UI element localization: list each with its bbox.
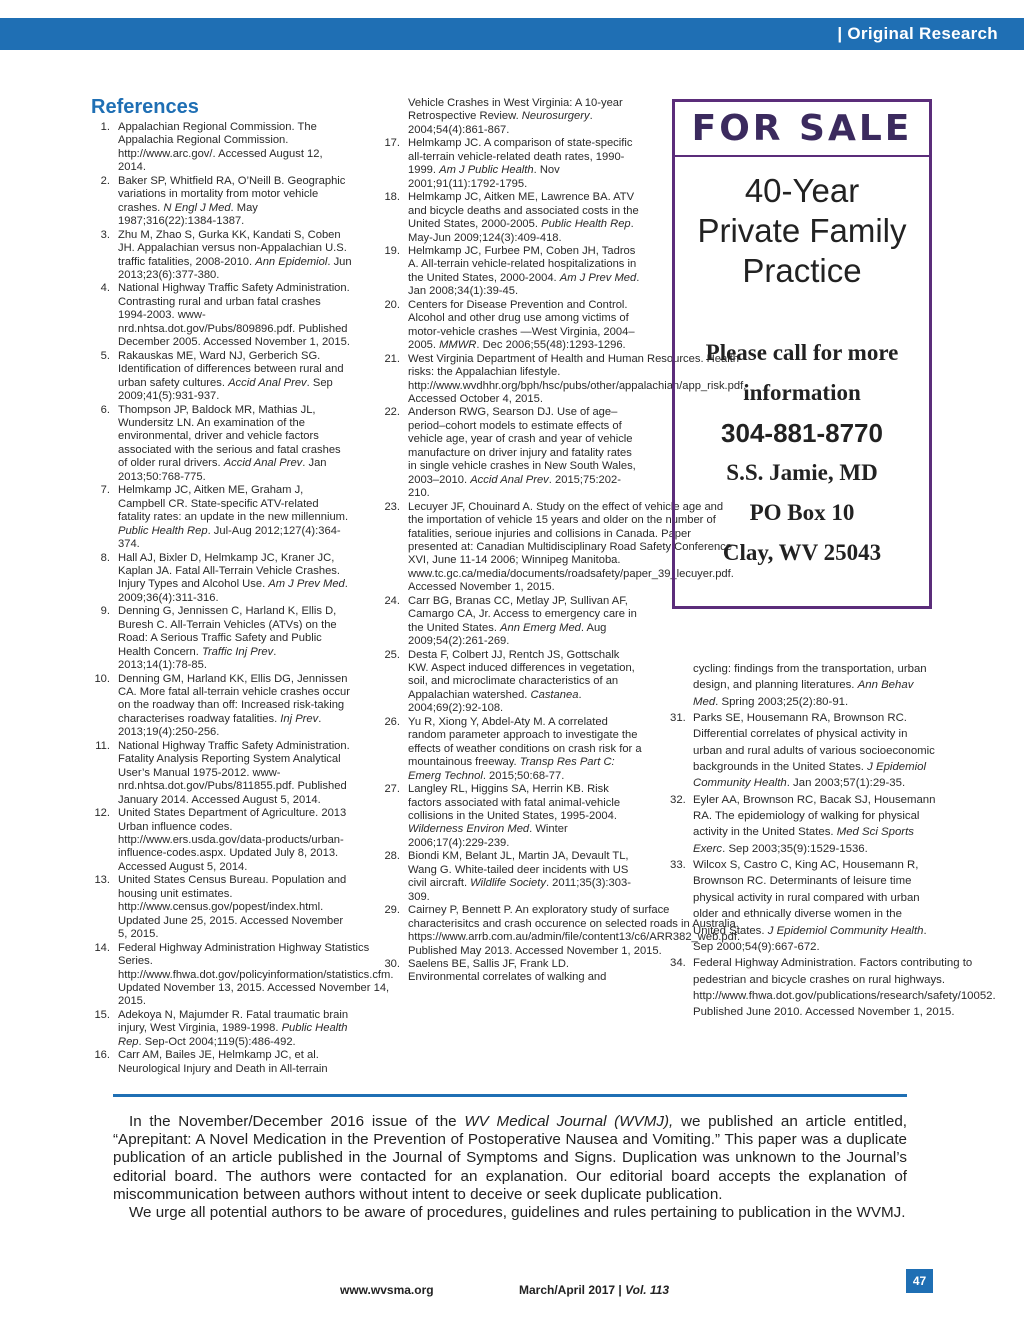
reference-item bbox=[88, 121, 352, 175]
reference-number: 29. bbox=[384, 904, 400, 917]
reference-text: Denning GM, Harland KK, Ellis DG, Jennissen CA. More fatal all-terrain vehicle crashes occur on the roadway than off: Increased risk-taking characterises roadway fatalities. Inj Prev. 2013;19(4):250-256. bbox=[118, 672, 350, 739]
reference-text: Centers for Disease Prevention and Control. Alcohol and other drug use among victims of motor-vehicle crashes —West Virginia, 2004–2005. MMWR. Dec 2006;55(48):1293-1296. bbox=[408, 298, 635, 352]
reference-number: 26. bbox=[384, 715, 400, 728]
reference-item bbox=[88, 1049, 352, 1076]
page-number: 47 bbox=[906, 1269, 933, 1293]
reference-number: 30. bbox=[384, 958, 400, 970]
reference-number: 7. bbox=[100, 484, 110, 497]
ad-contact-name: S.S. Jamie, MD bbox=[726, 460, 878, 485]
references-column-2 bbox=[378, 97, 747, 985]
reference-number: 12. bbox=[94, 807, 110, 820]
reference-item bbox=[88, 874, 352, 941]
ad-divider bbox=[673, 155, 931, 157]
reference-item bbox=[378, 783, 642, 850]
reference-number: 27. bbox=[384, 783, 400, 796]
reference-number: 1. bbox=[100, 121, 110, 133]
reference-text: Carr BG, Branas CC, Metlay JP, Sullivan AF, Camargo CA, Jr. Access to emergency care in the United States. Ann Emerg Med. Aug 2009;54(2):261-269. bbox=[408, 594, 637, 648]
reference-number: 20. bbox=[384, 298, 400, 311]
reference-text: Zhu M, Zhao S, Gurka KK, Kandati S, Coben JH. Appalachian versus non-Appalachian U.S. traffic fatalities, 2008-2010. Ann Epidemiol. Jun 2013;23(6):377-380. bbox=[118, 228, 352, 281]
reference-number: 11. bbox=[95, 739, 110, 752]
reference-item bbox=[378, 245, 642, 299]
reference-item bbox=[378, 595, 642, 649]
reference-number: 24. bbox=[384, 594, 400, 607]
ad-headline: FOR SALE bbox=[691, 108, 913, 149]
reference-text: Hall AJ, Bixler D, Helmkamp JC, Kraner JC, Kaplan JA. Fatal All-Terrain Vehicle Crashes. Injury Types and Alcohol Use. Am J Prev Med. 2009;36(4):311-316. bbox=[118, 551, 348, 604]
reference-text: Appalachian Regional Commission. The Appalachia Regional Commission. http://www.arc.gov/. Accessed August 12, 2014. bbox=[118, 121, 323, 174]
references-column-3 bbox=[670, 661, 996, 1021]
reference-number: 16. bbox=[94, 1049, 110, 1062]
ad-title bbox=[675, 171, 929, 291]
reference-text: National Highway Traffic Safety Administration. Contrasting rural and urban fatal crashes 1994-2003. www-nrd.nhtsa.dot.gov/Pubs/809896.pdf. Published December 2005. Accessed November 1, 2015. bbox=[118, 282, 350, 349]
reference-item bbox=[378, 500, 734, 595]
notice-paragraph: We urge all potential authors to be aware of procedures, guidelines and rules pertaining to publication in the WVMJ. bbox=[129, 1204, 906, 1222]
reference-item bbox=[88, 605, 352, 672]
for-sale-advertisement bbox=[672, 99, 932, 609]
reference-number: 3. bbox=[100, 228, 110, 241]
reference-text: Adekoya N, Majumder R. Fatal traumatic brain injury, West Virginia, 1989-1998. Public Health Rep. Sep-Oct 2004;119(5):486-492. bbox=[118, 1008, 349, 1048]
ad-title-line: Practice bbox=[742, 252, 862, 289]
reference-number: 9. bbox=[100, 605, 110, 618]
ad-phone: 304-881-8770 bbox=[721, 418, 883, 448]
reference-text: West Virginia Department of Health and Human Resources. Health risks: the Appalachian lifestyle. http://www.wvdhhr.org/bph/hsc/pubs/other/appalachian/app_risk.pdf. Accessed October 4, 2015. bbox=[408, 352, 747, 405]
reference-text: Eyler AA, Brownson RC, Bacak SJ, Housemann RA. The epidemiology of walking for physical activity in the United States. Med Sci Sports Exerc. Sep 2003;35(9):1529-1536. bbox=[693, 793, 936, 855]
reference-text: Helmkamp JC, Aitken ME, Graham J, Campbell CR. State-specific ATV-related fatality rates: an update in the new millennium. Public Health Rep. Jul-Aug 2012;127(4):364-374. bbox=[118, 484, 349, 551]
reference-number: 14. bbox=[94, 941, 110, 954]
reference-item bbox=[88, 282, 352, 349]
reference-text: Federal Highway Administration. Factors contributing to pedestrian and bicycle crashes on rural highways. http://www.fhwa.dot.gov/publications/research/safety/10052. Published June 2010. Accessed November 1, 2015. bbox=[693, 957, 996, 1019]
reference-number: 17. bbox=[384, 137, 400, 150]
reference-text: Thompson JP, Baldock MR, Mathias JL, Wundersitz LN. An examination of the environmental, driver and vehicle factors associated with the serious and fatal crashes of older rural drivers. Accid Anal Prev. Jan 2013;50:768-775. bbox=[118, 403, 341, 483]
ad-call-line: Please call for more bbox=[705, 340, 899, 365]
reference-number: 19. bbox=[384, 244, 400, 257]
reference-text: cycling: findings from the transportation, urban design, and planning literatures. Ann Behav Med. Spring 2003;25(2):80-91. bbox=[693, 663, 927, 708]
reference-item bbox=[88, 175, 352, 229]
reference-number: 4. bbox=[100, 282, 110, 295]
reference-item bbox=[88, 673, 352, 740]
reference-item bbox=[378, 97, 642, 137]
reference-text: Yu R, Xiong Y, Abdel-Aty M. A correlated random parameter approach to investigate the effects of weather conditions on crash risk for a mountainous freeway. Transp Res Part C: Emerg Technol. 2015;50:68-77. bbox=[408, 715, 642, 782]
reference-number: 2. bbox=[100, 174, 110, 187]
reference-text: Helmkamp JC, Aitken ME, Lawrence BA. ATV and bicycle deaths and associated costs in the United States, 2000-2005. Public Health Rep. May-Jun 2009;124(3):409-418. bbox=[408, 191, 639, 244]
reference-text: Parks SE, Housemann RA, Brownson RC. Differential correlates of physical activity in urban and rural adults of various socioeconomic backgrounds in the United States. J Epidemiol Community Health. Jan 2003;57(1):29-35. bbox=[693, 712, 935, 790]
reference-number: 10. bbox=[94, 672, 110, 685]
reference-text: Langley RL, Higgins SA, Herrin KB. Risk factors associated with fatal animal-vehicle collisions in the United States, 1995-2004. Wilderness Environ Med. Winter 2006;17(4):229-239. bbox=[408, 783, 621, 849]
reference-text: Lecuyer JF, Chouinard A. Study on the effect of vehicle age and the importation of vehicle 15 years and older on the number of fatalities, serioue injuries and collisions in Canada. Paper presented at: Canadian Multidisciplinary Road Safety Conference XVI, June 11-14 2006; Winnipeg Manitoba. www.tc.gc.ca/media/documents/roadsafety/paper_39_lecuyer.pdf. Accessed November 1, 2015. bbox=[408, 500, 734, 594]
reference-item bbox=[88, 484, 352, 551]
notice-divider bbox=[113, 1094, 907, 1097]
reference-number: 23. bbox=[384, 500, 400, 513]
reference-number: 25. bbox=[384, 648, 400, 661]
reference-number: 15. bbox=[94, 1008, 110, 1021]
reference-item bbox=[88, 1009, 352, 1049]
reference-item bbox=[378, 850, 642, 904]
reference-text: Helmkamp JC, Furbee PM, Coben JH, Tadros A. All-terrain vehicle-related hospitalizations in the United States, 2000-2004. Am J Prev Med. Jan 2008;34(1):39-45. bbox=[408, 244, 640, 298]
reference-number: 18. bbox=[384, 191, 400, 204]
reference-item bbox=[670, 857, 938, 955]
reference-text: Carr AM, Bailes JE, Helmkamp JC, et al. Neurological Injury and Death in All-terrain bbox=[118, 1049, 328, 1075]
reference-number: 31. bbox=[670, 712, 686, 725]
reference-number: 33. bbox=[670, 859, 686, 872]
reference-number: 28. bbox=[384, 850, 400, 863]
header-bar bbox=[0, 18, 1024, 50]
reference-number: 34. bbox=[670, 957, 686, 970]
reference-number: 13. bbox=[94, 874, 110, 887]
reference-text: Federal Highway Administration Highway Statistics Series. http://www.fhwa.dot.gov/policyinformation/statistics.cfm. Updated November 13, 2015. Accessed November 14, 2015. bbox=[118, 941, 394, 1008]
reference-item bbox=[378, 958, 642, 985]
reference-text: Wilcox S, Castro C, King AC, Housemann R, Brownson RC. Determinants of leisure time physical activity in rural compared with urban older and ethnically diverse women in the United States. J Epidemiol Community Health. Sep 2000;54(9):667-672. bbox=[693, 859, 927, 953]
reference-text: Helmkamp JC. A comparison of state-specific all-terrain vehicle-related death rates, 1990-1999. Am J Public Health. Nov 2001;91(11):1792-1795. bbox=[408, 137, 633, 190]
reference-text: Baker SP, Whitfield RA, O’Neill B. Geographic variations in mortality from motor vehicle crashes. N Engl J Med. May 1987;316(22):1384-1387. bbox=[118, 174, 346, 228]
reference-item bbox=[378, 352, 747, 407]
references-title: References bbox=[91, 96, 199, 118]
reference-item bbox=[378, 406, 642, 500]
notice-paragraph: In the November/December 2016 issue of the WV Medical Journal (WVMJ), we published an article entitled, “Aprepitant: A Novel Medication in the Prevention of Postoperative Nausea and Vomiting.” This paper was a duplicate publication of an article published in the Journal of Symptoms and Signs. Duplication was unknown to the Journal’s editorial board. The authors were contacted for an explanation. Our editorial board accepts the explanation of miscommunication between authors without intent to deceive or seek duplicate publication. bbox=[113, 1113, 907, 1203]
reference-item bbox=[378, 904, 741, 958]
reference-text: United States Census Bureau. Population and housing unit estimates. http://www.census.gov/popest/index.html. Updated June 25, 2015. Accessed November 5, 2015. bbox=[118, 874, 347, 941]
section-label: | Original Research bbox=[837, 24, 998, 43]
reference-text: Vehicle Crashes in West Virginia: A 10-year Retrospective Review. Neurosurgery. 2004;54(4):861-867. bbox=[408, 97, 623, 136]
reference-number: 5. bbox=[100, 349, 110, 362]
reference-item bbox=[670, 792, 938, 857]
reference-item bbox=[670, 955, 996, 1020]
reference-item bbox=[88, 229, 352, 283]
reference-item bbox=[88, 807, 352, 874]
reference-text: Cairney P, Bennett P. An exploratory study of surface characterisitcs and crash occurence on selected roads in Australia. https://www.arrb.com.au/admin/file/content13/c6/ARR382_web.pdf. Published May 2013. Accessed November 1, 2015. bbox=[408, 904, 741, 957]
reference-number: 21. bbox=[384, 352, 400, 365]
reference-number: 8. bbox=[100, 551, 110, 564]
reference-text: National Highway Traffic Safety Administration. Fatality Analysis Reporting System Analytical User’s Manual 1975-2012. www-nrd.nhtsa.dot.gov/Pubs/811855.pdf. Published January 2014. Accessed August 5, 2014. bbox=[118, 739, 350, 806]
reference-item bbox=[88, 404, 352, 485]
reference-text: United States Department of Agriculture. 2013 Urban influence codes. http://www.ers.usda.gov/data-products/urban-influence-codes.aspx. Updated July 8, 2013. Accessed August 5, 2014. bbox=[118, 807, 347, 873]
reference-text: Rakauskas ME, Ward NJ, Gerberich SG. Identification of differences between rural and urban safety cultures. Accid Anal Prev. Sep 2009;41(5):931-937. bbox=[118, 349, 344, 403]
reference-number: 32. bbox=[670, 793, 686, 806]
reference-item bbox=[378, 191, 642, 245]
reference-item bbox=[670, 661, 938, 710]
reference-text: Anderson RWG, Searson DJ. Use of age–period–cohort models to estimate effects of vehicle age, year of crash and year of vehicle manufacture on driver injury and fatality rates in single vehicle crashes in New South Wales, 2003–2010. Accid Anal Prev. 2015;75:202-210. bbox=[408, 406, 636, 500]
ad-title-line: Private Family bbox=[697, 212, 907, 249]
reference-item bbox=[88, 350, 352, 404]
reference-item bbox=[378, 299, 642, 353]
reference-text: Denning G, Jennissen C, Harland K, Ellis D, Buresh C. All-Terrain Vehicles (ATVs) on the Road: A Serious Traffic Safety and Public Health Concern. Traffic Inj Prev. 2013;14(1):78-85. bbox=[118, 605, 337, 672]
ad-title-line: 40-Year bbox=[744, 172, 860, 209]
reference-number: 22. bbox=[384, 406, 400, 419]
footer-issue: March/April 2017 | Vol. 113 bbox=[519, 1283, 670, 1297]
ad-contact-city: Clay, WV 25043 bbox=[722, 540, 882, 565]
reference-item bbox=[88, 552, 352, 606]
reference-text: Desta F, Colbert JJ, Rentch JS, Gottschalk KW. Aspect induced differences in vegetation, soil, and microclimate characteristics of an Appalachian watershed. Castanea. 2004;69(2):92-108. bbox=[408, 648, 635, 715]
reference-item bbox=[378, 716, 642, 783]
reference-item bbox=[378, 137, 642, 191]
duplicate-publication-notice bbox=[113, 1113, 907, 1222]
ad-contact-box: PO Box 10 bbox=[749, 500, 855, 525]
reference-item bbox=[670, 710, 938, 792]
reference-item bbox=[88, 740, 352, 807]
ad-call-line: information bbox=[743, 380, 861, 405]
reference-number: 6. bbox=[100, 403, 110, 416]
footer-url: www.wvsma.org bbox=[340, 1283, 434, 1297]
reference-item bbox=[378, 649, 642, 716]
reference-text: Saelens BE, Sallis JF, Frank LD. Environmental correlates of walking and bbox=[408, 958, 607, 984]
reference-text: Biondi KM, Belant JL, Martin JA, Devault TL, Wang G. White-tailed deer incidents with US civil aircraft. Wildlife Society. 2011;35(3):303-309. bbox=[408, 850, 631, 903]
